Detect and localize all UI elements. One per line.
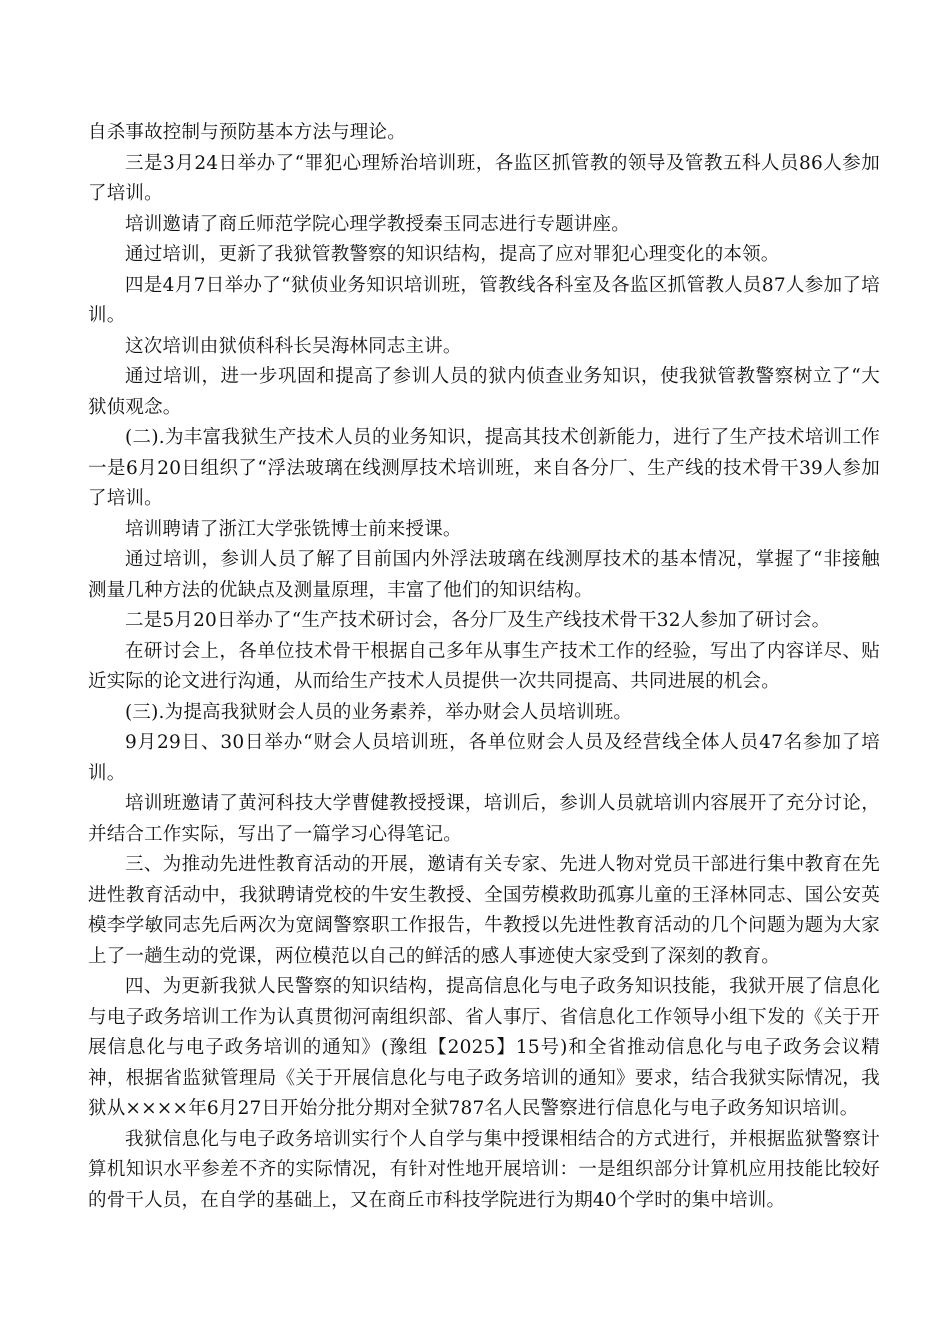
paragraph: 四、为更新我狱人民警察的知识结构，提高信息化与电子政务知识技能，我狱开展了信息化与电子政务培训工作为认真贯彻河南组织部、省人事厅、省信息化工作领导小组下发的《关于开展信息化与电子政务培训的通知》(豫组【2025】15号)和全省推动信息化与电子政务会议精神，根据省监狱管理局《关于开展信息化与电子政务培训的通知》要求，结合我狱实际情况，我狱从××××年6月27日开始分批分期对全狱787名人民警察进行信息化与电子政务知识培训。 — [88, 976, 880, 1119]
paragraph: 三是3月24日举办了“罪犯心理矫治培训班，各监区抓管教的领导及管教五科人员86人参加了培训。 — [88, 152, 880, 204]
paragraph: 培训聘请了浙江大学张铣博士前来授课。 — [125, 518, 462, 540]
paragraph: 培训班邀请了黄河科技大学曹健教授授课，培训后，参训人员就培训内容展开了充分讨论，并结合工作实际，写出了一篇学习心得笔记。 — [88, 793, 880, 845]
paragraph: 这次培训由狱侦科科长吴海林同志主讲。 — [125, 335, 462, 357]
paragraph: 二是5月20日举办了“生产技术研讨会，各分厂及生产线技术骨干32人参加了研讨会。 — [125, 610, 831, 631]
paragraph: 在研讨会上，各单位技术骨干根据自己多年从事生产技术工作的经验，写出了内容详尽、贴近实际的论文进行沟通，从而给生产技术人员提供一次共同提高、共同进展的机会。 — [88, 640, 880, 692]
paragraph: 通过培训，参训人员了解了目前国内外浮法玻璃在线测厚技术的基本情况，掌握了“非接触测量几种方法的优缺点及测量原理，丰富了他们的知识结构。 — [88, 549, 880, 601]
paragraph: 我狱信息化与电子政务培训实行个人自学与集中授课相结合的方式进行，并根据监狱警察计算机知识水平参差不齐的实际情况，有针对性地开展培训：一是组织部分计算机应用技能比较好的骨干人员，在自学的基础上，又在商丘市科技学院进行为期40个学时的集中培训。 — [88, 1128, 880, 1211]
paragraph: 通过培训，更新了我狱管教警察的知识结构，提高了应对罪犯心理变化的本领。 — [125, 244, 780, 265]
paragraph: 通过培训，进一步巩固和提高了参训人员的狱内侦查业务知识，使我狱管教警察树立了“大狱侦观念。 — [88, 366, 880, 418]
paragraph: 9月29日、30日举办“财会人员培训班，各单位财会人员及经营线全体人员47名参加了培训。 — [88, 732, 880, 784]
paragraph: (二).为丰富我狱生产技术人员的业务知识，提高其技术创新能力，进行了生产技术培训工作一是6月20日组织了“浮法玻璃在线测厚技术培训班，来自各分厂、生产线的技术骨干39人参加了培训。 — [88, 427, 880, 509]
paragraph: 培训邀请了商丘师范学院心理学教授秦玉同志进行专题讲座。 — [125, 213, 630, 235]
paragraph: 四是4月7日举办了“狱侦业务知识培训班，管教线各科室及各监区抓管教人员87人参加了培训。 — [88, 274, 880, 326]
document-body — [88, 118, 880, 1216]
paragraph: (三).为提高我狱财会人员的业务素养，举办财会人员培训班。 — [125, 701, 633, 723]
paragraph: 三、为推动先进性教育活动的开展，邀请有关专家、先进人物对党员干部进行集中教育在先进性教育活动中，我狱聘请党校的牛安生教授、全国劳模救助孤寡儿童的王泽林同志、国公安英模李学敏同志先后两次为宽阔警察职工作报告，牛教授以先进性教育活动的几个问题为题为大家上了一趟生动的党课，两位模范以自己的鲜活的感人事迹使大家受到了深刻的教育。 — [88, 854, 880, 967]
paragraph: 自杀事故控制与预防基本方法与理论。 — [88, 122, 406, 143]
